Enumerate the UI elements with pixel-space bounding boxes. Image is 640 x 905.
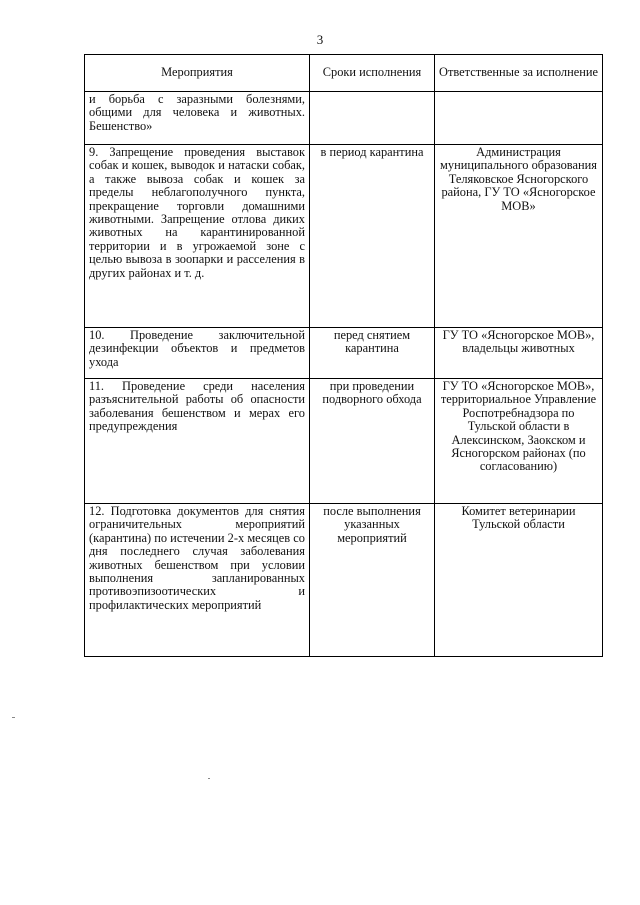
table-row <box>85 92 603 145</box>
measure-cell: 11. Проведение среди населения разъяснительной работы об опасности заболевания бешенством и мерах его предупреждения <box>85 379 310 504</box>
table-row <box>85 504 603 657</box>
measure-cell: и борьба с заразными болезнями, общими для человека и животных. Бешенство» <box>85 92 310 145</box>
table-row <box>85 328 603 379</box>
measures-table <box>84 54 603 657</box>
header-responsible: Ответственные за исполнение <box>435 55 603 92</box>
responsible-cell: ГУ ТО «Ясногорское МОВ», территориальное Управление Роспотребнадзора по Тульской области в Алексинском, Заокском и Ясногорском районах (по согласованию) <box>435 379 603 504</box>
table-header-row <box>85 55 603 92</box>
responsible-cell: Администрация муниципального образования Теляковское Ясногорского района, ГУ ТО «Ясногорское МОВ» <box>435 145 603 328</box>
scan-speck <box>208 778 210 779</box>
deadline-cell: при проведении подворного обхода <box>310 379 435 504</box>
scan-speck <box>12 717 15 718</box>
deadline-cell: перед снятием карантина <box>310 328 435 379</box>
table-row <box>85 145 603 328</box>
deadline-cell: после выполнения указанных мероприятий <box>310 504 435 657</box>
deadline-cell: в период карантина <box>310 145 435 328</box>
responsible-cell <box>435 92 603 145</box>
measure-cell: 12. Подготовка документов для снятия ограничительных мероприятий (карантина) по истечении 2-х месяцев со дня последнего случая заболевания животных бешенством при условии выполнения запланированных противоэпизоотических и профилактических мероприятий <box>85 504 310 657</box>
header-measures: Мероприятия <box>85 55 310 92</box>
header-deadlines: Сроки исполнения <box>310 55 435 92</box>
measure-cell: 9. Запрещение проведения выставок собак и кошек, выводок и натаски собак, а также вывоза собак и кошек за пределы неблагополучного пункта, прекращение торговли домашними животными. Запрещение отлова диких животных на карантинированной территории и в угрожаемой зоне с целью вывоза в зоопарки и расселения в других районах и т. д. <box>85 145 310 328</box>
responsible-cell: Комитет ветеринарии Тульской области <box>435 504 603 657</box>
table-row <box>85 379 603 504</box>
measure-cell: 10. Проведение заключительной дезинфекции объектов и предметов ухода <box>85 328 310 379</box>
deadline-cell <box>310 92 435 145</box>
page-number: 3 <box>316 32 324 47</box>
responsible-cell: ГУ ТО «Ясногорское МОВ», владельцы животных <box>435 328 603 379</box>
